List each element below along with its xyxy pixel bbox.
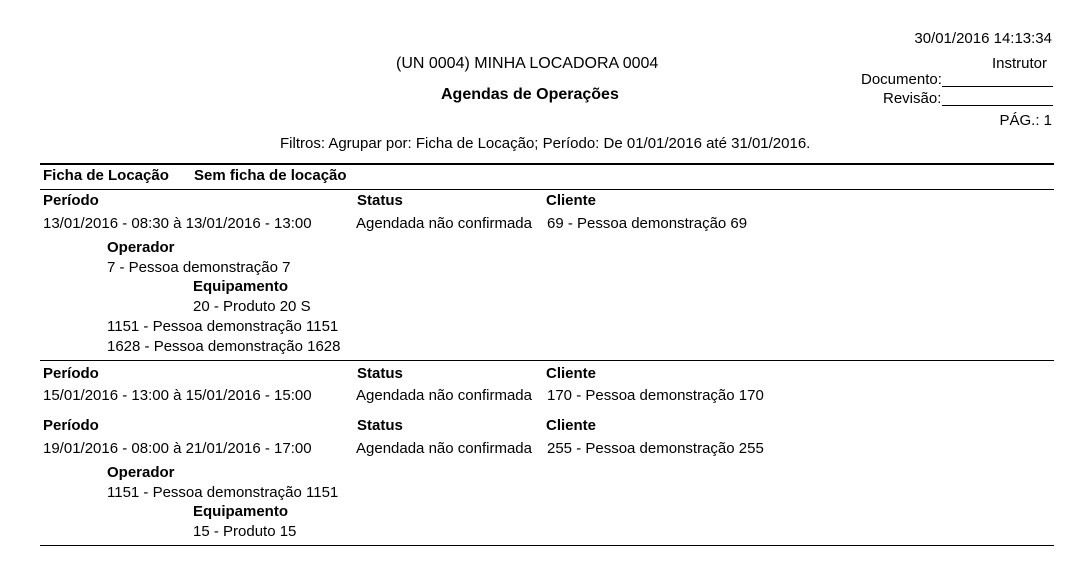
equipamento-value: 20 - Produto 20 S (193, 298, 311, 315)
operador-value: 1151 - Pessoa demonstração 1151 (107, 484, 339, 501)
header-divider (40, 163, 1054, 165)
cliente-value: 69 - Pessoa demonstração 69 (547, 215, 748, 232)
documento-line (942, 86, 1053, 87)
periodo-heading: Período (43, 417, 99, 434)
periodo-heading: Período (43, 192, 99, 209)
status-heading: Status (357, 192, 403, 209)
footer-divider (40, 545, 1054, 546)
documento-label: Documento: (861, 71, 942, 88)
periodo-heading: Período (43, 365, 99, 382)
status-heading: Status (357, 417, 403, 434)
equipamento-heading: Equipamento (193, 503, 289, 520)
operador-heading: Operador (107, 464, 175, 481)
periodo-value: 13/01/2016 - 08:30 à 13/01/2016 - 13:00 (43, 215, 312, 232)
report-datetime: 30/01/2016 14:13:34 (914, 30, 1052, 47)
report-user: Instrutor (991, 55, 1047, 72)
cliente-value: 255 - Pessoa demonstração 255 (547, 440, 764, 457)
cliente-value: 170 - Pessoa demonstração 170 (547, 387, 764, 404)
cliente-heading: Cliente (546, 192, 597, 209)
status-heading: Status (357, 365, 403, 382)
status-value: Agendada não confirmada (356, 387, 532, 404)
company-name: (UN 0004) MINHA LOCADORA 0004 (396, 55, 659, 72)
filters-text: Filtros: Agrupar por: Ficha de Locação; Período: De 01/01/2016 até 31/01/2016. (280, 135, 811, 152)
equipamento-heading: Equipamento (193, 278, 289, 295)
periodo-value: 19/01/2016 - 08:00 à 21/01/2016 - 17:00 (43, 440, 312, 457)
revisao-line (942, 105, 1053, 106)
equipamento-value: 15 - Produto 15 (193, 523, 297, 540)
cliente-heading: Cliente (546, 417, 597, 434)
revisao-label: Revisão: (883, 90, 942, 107)
operador-value: 1628 - Pessoa demonstração 1628 (107, 338, 341, 355)
group-value: Sem ficha de locação (194, 167, 347, 184)
cliente-heading: Cliente (546, 365, 597, 382)
operador-value: 1151 - Pessoa demonstração 1151 (107, 318, 339, 335)
periodo-value: 15/01/2016 - 13:00 à 15/01/2016 - 15:00 (43, 387, 312, 404)
record-divider (40, 360, 1054, 361)
operador-value: 7 - Pessoa demonstração 7 (107, 259, 291, 276)
group-divider (40, 189, 1054, 190)
status-value: Agendada não confirmada (356, 215, 532, 232)
status-value: Agendada não confirmada (356, 440, 532, 457)
report-title: Agendas de Operações (441, 86, 619, 103)
group-label: Ficha de Locação (43, 167, 169, 184)
page-number: PÁG.: 1 (999, 112, 1052, 129)
operador-heading: Operador (107, 239, 175, 256)
